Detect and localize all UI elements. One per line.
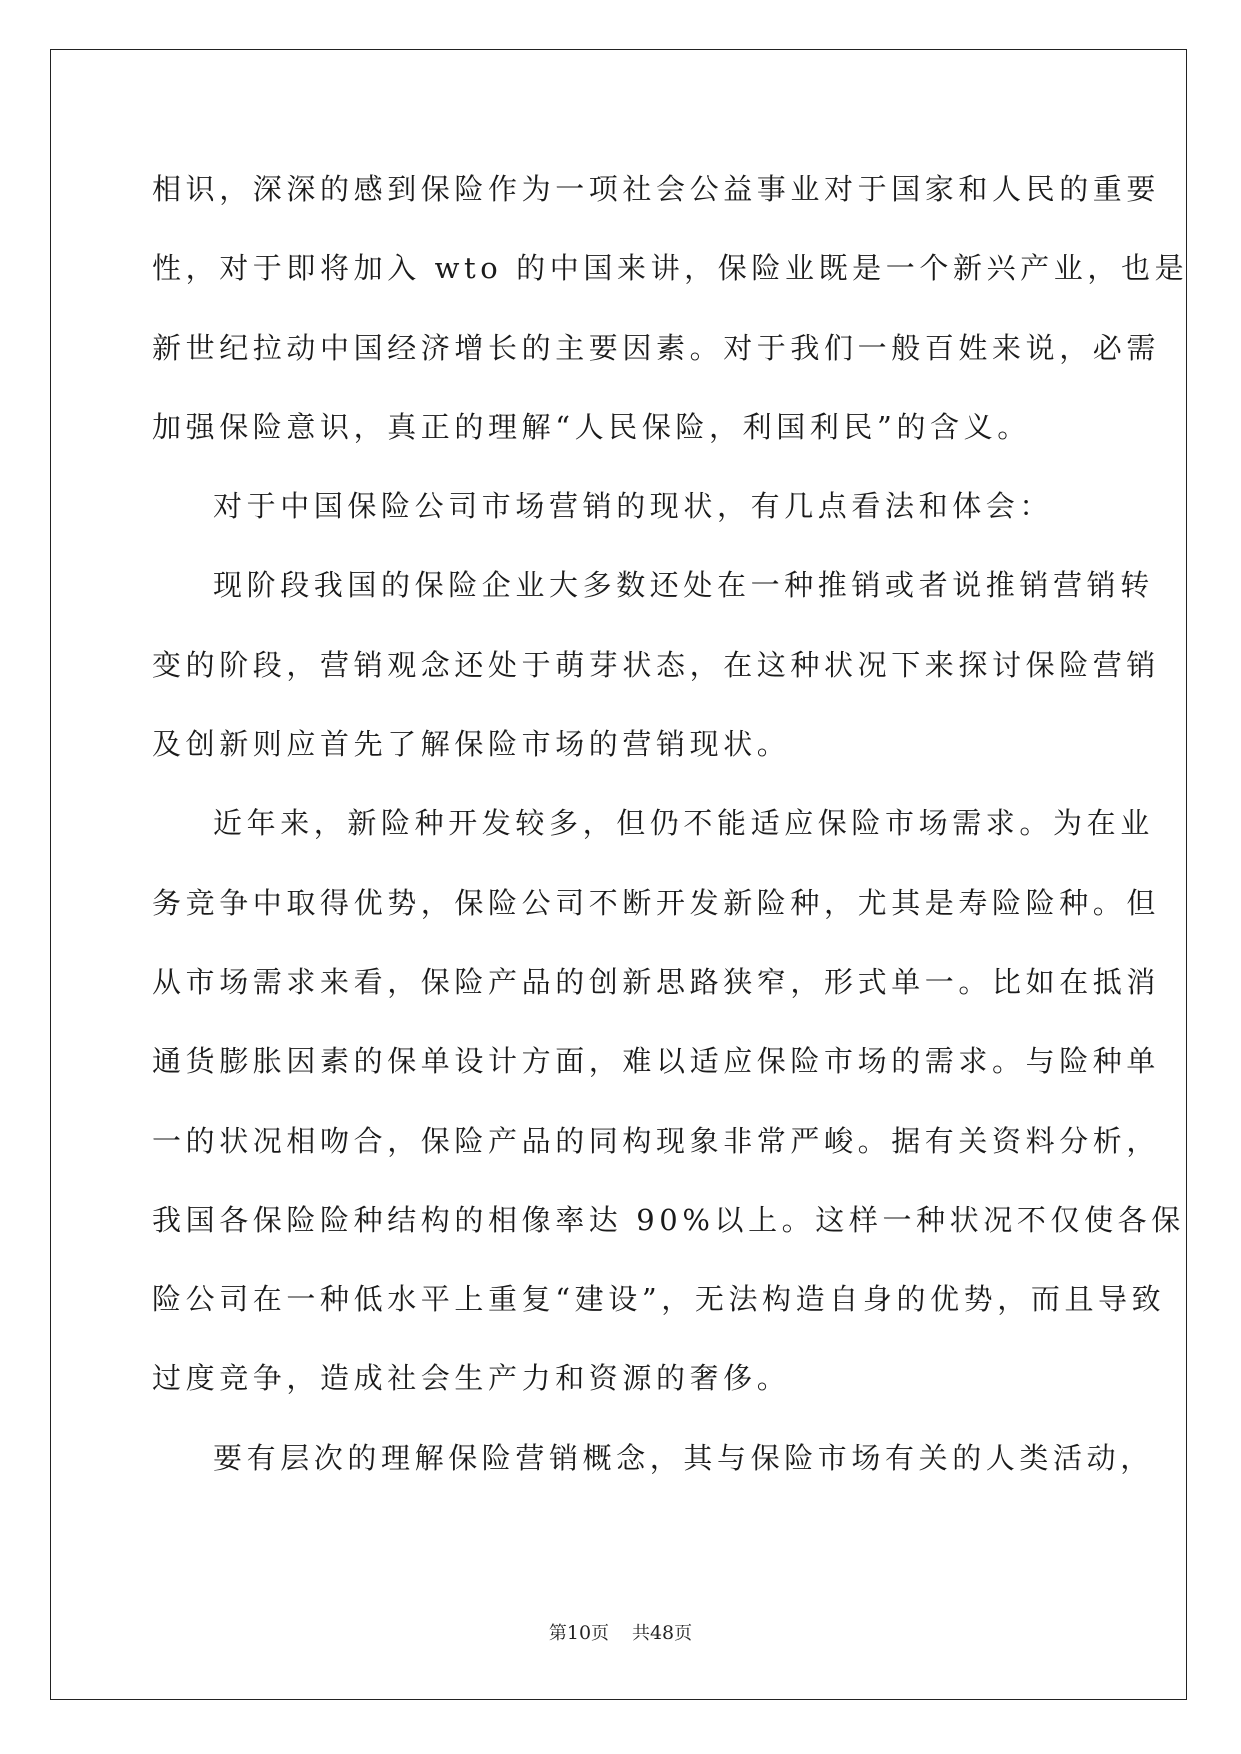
text-line: 性，对于即将加入 wto 的中国来讲，保险业既是一个新兴产业，也是 — [152, 251, 1189, 286]
paragraph-3 — [152, 557, 1161, 795]
text-line: 我国各保险险种结构的相像率达 90%以上。这样一种状况不仅使各保 — [152, 1202, 1185, 1237]
text-line: 通货膨胀因素的保单设计方面，难以适应保险市场的需求。与险种单 — [152, 1044, 1161, 1079]
text-line: 一的状况相吻合，保险产品的同构现象非常严峻。据有关资料分析， — [152, 1123, 1161, 1158]
paragraph-5 — [152, 1430, 1154, 1509]
text-line: 险公司在一种低水平上重复“建设”，无法构造自身的优势，而且导致 — [152, 1282, 1166, 1317]
paragraph-1 — [152, 161, 1189, 478]
page-number-prefix: 第 — [548, 1623, 567, 1644]
paragraph-2 — [152, 478, 1090, 557]
page-footer — [0, 1619, 1241, 1645]
text-line: 过度竞争，造成社会生产力和资源的奢侈。 — [152, 1361, 791, 1396]
total-pages-suffix: 页 — [674, 1623, 693, 1644]
text-line: 对于中国保险公司市场营销的现状，有几点看法和体会： — [213, 489, 1054, 524]
text-line: 要有层次的理解保险营销概念，其与保险市场有关的人类活动， — [213, 1440, 1154, 1475]
document-body — [152, 161, 1189, 1509]
paragraph-4 — [152, 795, 1185, 1429]
text-line: 从市场需求来看，保险产品的创新思路狭窄，形式单一。比如在抵消 — [152, 964, 1161, 999]
text-line: 及创新则应首先了解保险市场的营销现状。 — [152, 727, 791, 762]
text-line: 现阶段我国的保险企业大多数还处在一种推销或者说推销营销转 — [213, 568, 1154, 603]
text-line: 相识，深深的感到保险作为一项社会公益事业对于国家和人民的重要 — [152, 172, 1161, 206]
page-number: 10 — [566, 1622, 592, 1644]
text-line: 新世纪拉动中国经济增长的主要因素。对于我们一般百姓来说，必需 — [152, 330, 1161, 365]
text-line: 加强保险意识，真正的理解“人民保险，利国利民”的含义。 — [152, 409, 1031, 444]
total-pages: 48 — [649, 1622, 675, 1644]
text-line: 变的阶段，营销观念还处于萌芽状态，在这种状况下来探讨保险营销 — [152, 647, 1161, 682]
total-pages-prefix: 共 — [631, 1623, 650, 1644]
page-number-suffix: 页 — [591, 1623, 610, 1644]
text-line: 务竞争中取得优势，保险公司不断开发新险种，尤其是寿险险种。但 — [152, 885, 1161, 920]
text-line: 近年来，新险种开发较多，但仍不能适应保险市场需求。为在业 — [213, 806, 1154, 841]
